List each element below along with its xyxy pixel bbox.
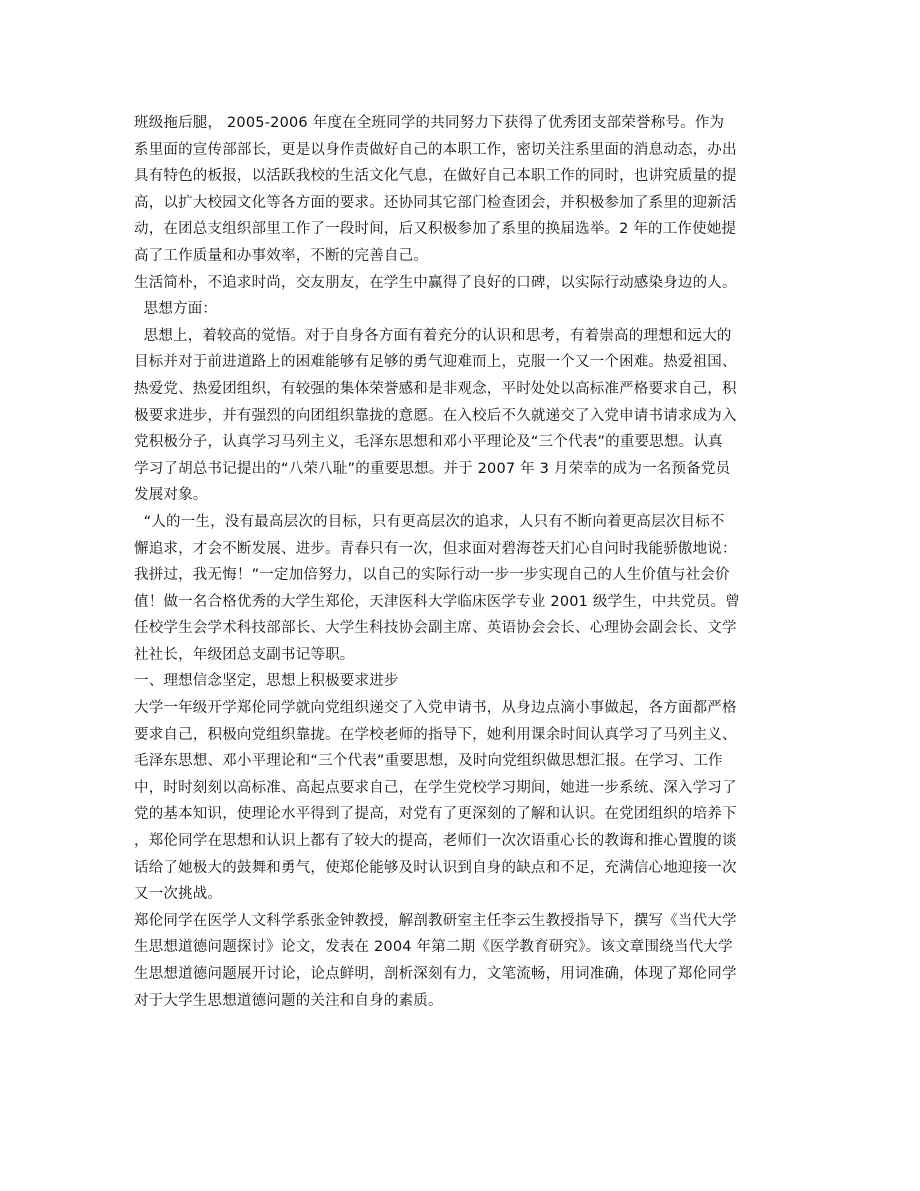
text-line: 高了工作质量和办事效率，不断的完善自己。 (134, 247, 428, 264)
section-heading: 一、理想信念坚定，思想上积极要求进步 (134, 673, 399, 690)
text-line: 党积极分子，认真学习马列主义，毛泽东思想和邓小平理论及“三个代表”的重要思想。认真 (134, 434, 723, 451)
text-line: 动，在团总支组织部里工作了一段时间，后又积极参加了系里的换届选举。2 年的工作使她提 (134, 221, 737, 238)
text-line: 对于大学生思想道德问题的关注和自身的素质。 (134, 992, 443, 1009)
text-line: 党的基本知识，使理论水平得到了提高，对党有了更深刻的了解和认识。在党团组织的培养下 (134, 806, 737, 823)
section-heading: 思想方面： (134, 301, 218, 318)
text-line: 生活简朴，不追求时尚，交友朋友，在学生中赢得了良好的口碑，以实际行动感染身边的人。 (134, 274, 737, 291)
text-line: 值！做一名合格优秀的大学生郑伦，天津医科大学临床医学专业 2001 级学生，中共党员。曾 (134, 593, 740, 610)
text-line: 我拼过，我无悔！”一定加倍努力，以自己的实际行动一步一步实现自己的人生价值与社会价 (134, 567, 730, 584)
text-line: 学习了胡总书记提出的“八荣八耻”的重要思想。并于 2007 年 3 月荣幸的成为一名预备党员 (134, 460, 731, 477)
text-line: 生思想道德问题探讨》论文，发表在 2004 年第二期《医学教育研究》。该文章围绕当代大学 (134, 939, 733, 956)
text-line: 思想上，着较高的觉悟。对于自身各方面有着充分的认识和思考，有着崇高的理想和远大的 (134, 327, 732, 344)
document-body (134, 110, 790, 1014)
text-line: 大学一年级开学郑伦同学就向党组织递交了入党申请书，从身边点滴小事做起，各方面都严格 (134, 700, 737, 717)
text-line: 又一次挑战。 (134, 886, 223, 903)
text-line: 中，时时刻刻以高标准、高起点要求自己，在学生党校学习期间，她进一步系统、深入学习了 (134, 779, 737, 796)
text-line: 要求自己，积极向党组织靠拢。在学校老师的指导下，她利用课余时间认真学习了马列主义、 (134, 726, 737, 743)
text-line: 懈追求，才会不断发展、进步。青春只有一次，但求面对碧海苍天扪心自问时我能骄傲地说： (134, 540, 737, 557)
text-line: 社社长，年级团总支副书记等职。 (134, 646, 355, 663)
text-line: ，郑伦同学在思想和认识上都有了较大的提高，老师们一次次语重心长的教诲和推心置腹的谈 (134, 833, 737, 850)
text-line: 生思想道德问题展开讨论，论点鲜明，剖析深刻有力，文笔流畅，用词准确，体现了郑伦同学 (134, 966, 737, 982)
text-line: 高，以扩大校园文化等各方面的要求。还协同其它部门检查团会，并积极参加了系里的迎新活 (134, 194, 737, 211)
text-line: 热爱党、热爱团组织，有较强的集体荣誉感和是非观念，平时处处以高标准严格要求自己，积 (134, 380, 737, 397)
text-line: 毛泽东思想、邓小平理论和“三个代表”重要思想，及时向党组织做思想汇报。在学习、工作 (134, 753, 723, 770)
text-line: 目标并对于前进道路上的困难能够有足够的勇气迎难而上，克服一个又一个困难。热爱祖国、 (134, 354, 737, 371)
text-line: 系里面的宣传部部长，更是以身作责做好自己的本职工作，密切关注系里面的消息动态，办出 (134, 141, 737, 158)
text-line: 发展对象。 (134, 487, 208, 504)
text-line: 班级拖后腿， 2005-2006 年度在全班同学的共同努力下获得了优秀团支部荣誉称号。作为 (134, 115, 725, 131)
text-line: 话给了她极大的鼓舞和勇气，使郑伦能够及时认识到自身的缺点和不足，充满信心地迎接一次 (134, 859, 737, 876)
text-line: 极要求进步，并有强烈的向团组织靠拢的意愿。在入校后不久就递交了入党申请书请求成为入 (134, 407, 737, 424)
text-line: 任校学生会学术科技部部长、大学生科技协会副主席、英语协会会长、心理协会副会长、文学 (134, 620, 737, 637)
text-line: 郑伦同学在医学人文科学系张金钟教授，解剖教研室主任李云生教授指导下，撰写《当代大学 (134, 912, 737, 929)
text-line: “人的一生，没有最高层次的目标，只有更高层次的追求，人只有不断向着更高层次目标不 (134, 513, 725, 530)
text-line: 具有特色的板报，以活跃我校的生活文化气息，在做好自己本职工作的同时，也讲究质量的提 (134, 168, 737, 185)
